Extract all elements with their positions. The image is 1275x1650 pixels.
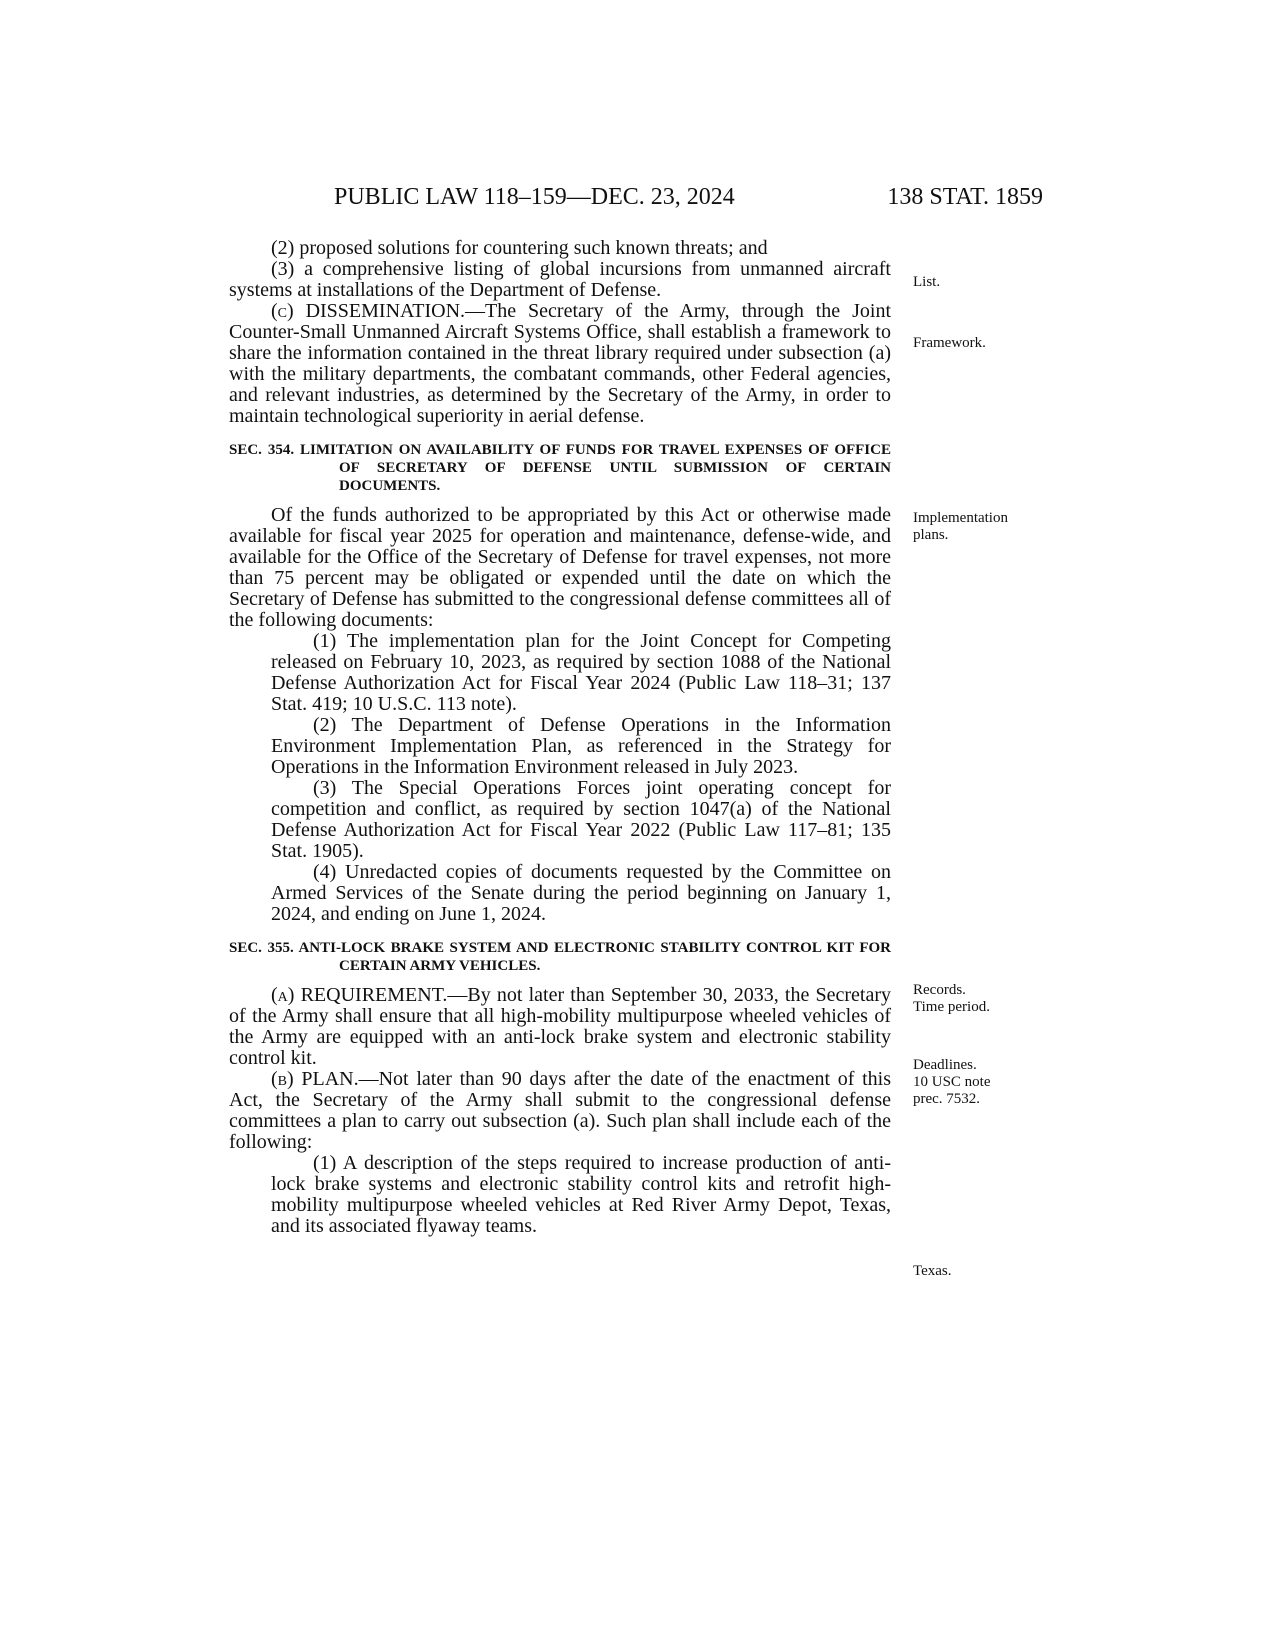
paragraph-item-3: (3) a comprehensive listing of global incursions from unmanned aircraft systems at installations of the Department of Defense. <box>229 258 891 301</box>
requirement-label: (a) REQUIREMENT. <box>271 984 448 1006</box>
section-355-requirement <box>229 985 891 1069</box>
plan-label: (b) PLAN. <box>271 1068 359 1090</box>
section-354-item-4: (4) Unredacted copies of documents requested by the Committee on Armed Services of the Senate during the period beginning on January 1, 2024, and ending on June 1, 2024. <box>271 861 891 925</box>
paragraph-dissemination <box>229 301 891 427</box>
section-355-heading: SEC. 355. ANTI-LOCK BRAKE SYSTEM AND ELECTRONIC STABILITY CONTROL KIT FOR CERTAIN ARMY VEHICLES. <box>229 940 891 974</box>
running-head: PUBLIC LAW 118–159—DEC. 23, 2024 <box>334 184 735 210</box>
main-text <box>229 238 891 1237</box>
page-header <box>0 184 1275 214</box>
margin-note-deadlines-line3: prec. 7532. <box>913 1091 981 1107</box>
paragraph-item-2: (2) proposed solutions for countering such known threats; and <box>271 237 768 259</box>
margin-note-deadlines-line2: 10 USC note <box>913 1074 991 1090</box>
section-354-item-2: (2) The Department of Defense Operations in the Information Environment Implementation Plan, as referenced in the Strategy for Operations in the Information Environment released in July 2023. <box>271 714 891 778</box>
section-354-item-1: (1) The implementation plan for the Joint Concept for Competing released on February 10, 2023, as required by section 1088 of the National Defense Authorization Act for Fiscal Year 2024 (Public Law 118–31; 137 Stat. 419; 10 U.S.C. 113 note). <box>271 630 891 715</box>
section-354-intro: Of the funds authorized to be appropriated by this Act or otherwise made available for fiscal year 2025 for operation and maintenance, defense-wide, and available for the Office of the Secretary of Defense for travel expenses, not more than 75 percent may be obligated or expended until the date on which the Secretary of Defense has submitted to the congressional defense committees all of the following documents: <box>229 504 891 631</box>
margin-note-implementation-line2: plans. <box>913 527 949 543</box>
plan-text: —Not later than 90 days after the date of the enactment of this Act, the Secretary of the Army shall submit to the congressional defense committees a plan to carry out subsection (a). Such plan shall include each of the following: <box>229 1068 892 1153</box>
dissemination-label: (c) DISSEMINATION. <box>271 300 466 322</box>
section-355-item-1: (1) A description of the steps required to increase production of anti-lock brake systems and electronic stability control kits and retrofit high-mobility multipurpose wheeled vehicles at Red River Army Depot, Texas, and its associated flyaway teams. <box>271 1152 891 1237</box>
margin-note-records-line2: Time period. <box>913 999 990 1015</box>
margin-note-list: List. <box>913 274 941 290</box>
page-number: 138 STAT. 1859 <box>887 184 1043 210</box>
margin-note-framework: Framework. <box>913 335 986 351</box>
margin-note-deadlines-line1: Deadlines. <box>913 1057 977 1073</box>
section-355-plan <box>229 1069 891 1153</box>
requirement-text: —By not later than September 30, 2033, the Secretary of the Army shall ensure that all high-mobility multipurpose wheeled vehicles of the Army are equipped with an anti-lock brake system and electronic stability control kit. <box>229 984 891 1069</box>
margin-note-implementation <box>913 510 1008 544</box>
section-354-heading: SEC. 354. LIMITATION ON AVAILABILITY OF FUNDS FOR TRAVEL EXPENSES OF OFFICE OF SECRETARY OF DEFENSE UNTIL SUBMISSION OF CERTAIN DOCUMENTS. <box>229 442 891 494</box>
margin-note-records-line1: Records. <box>913 982 966 998</box>
margin-note-records <box>913 982 990 1016</box>
margin-note-implementation-line1: Implementation <box>913 510 1008 526</box>
margin-note-texas: Texas. <box>913 1263 952 1279</box>
margin-note-deadlines <box>913 1057 991 1108</box>
section-354-item-3: (3) The Special Operations Forces joint operating concept for competition and conflict, as required by section 1047(a) of the National Defense Authorization Act for Fiscal Year 2022 (Public Law 117–81; 135 Stat. 1905). <box>271 777 891 862</box>
dissemination-text: —The Secretary of the Army, through the Joint Counter-Small Unmanned Aircraft Systems Office, shall establish a framework to share the information contained in the threat library required under subsection (a) with the military departments, the combatant commands, other Federal agencies, and relevant industries, as determined by the Secretary of the Army, in order to maintain technological superiority in aerial defense. <box>229 300 891 427</box>
